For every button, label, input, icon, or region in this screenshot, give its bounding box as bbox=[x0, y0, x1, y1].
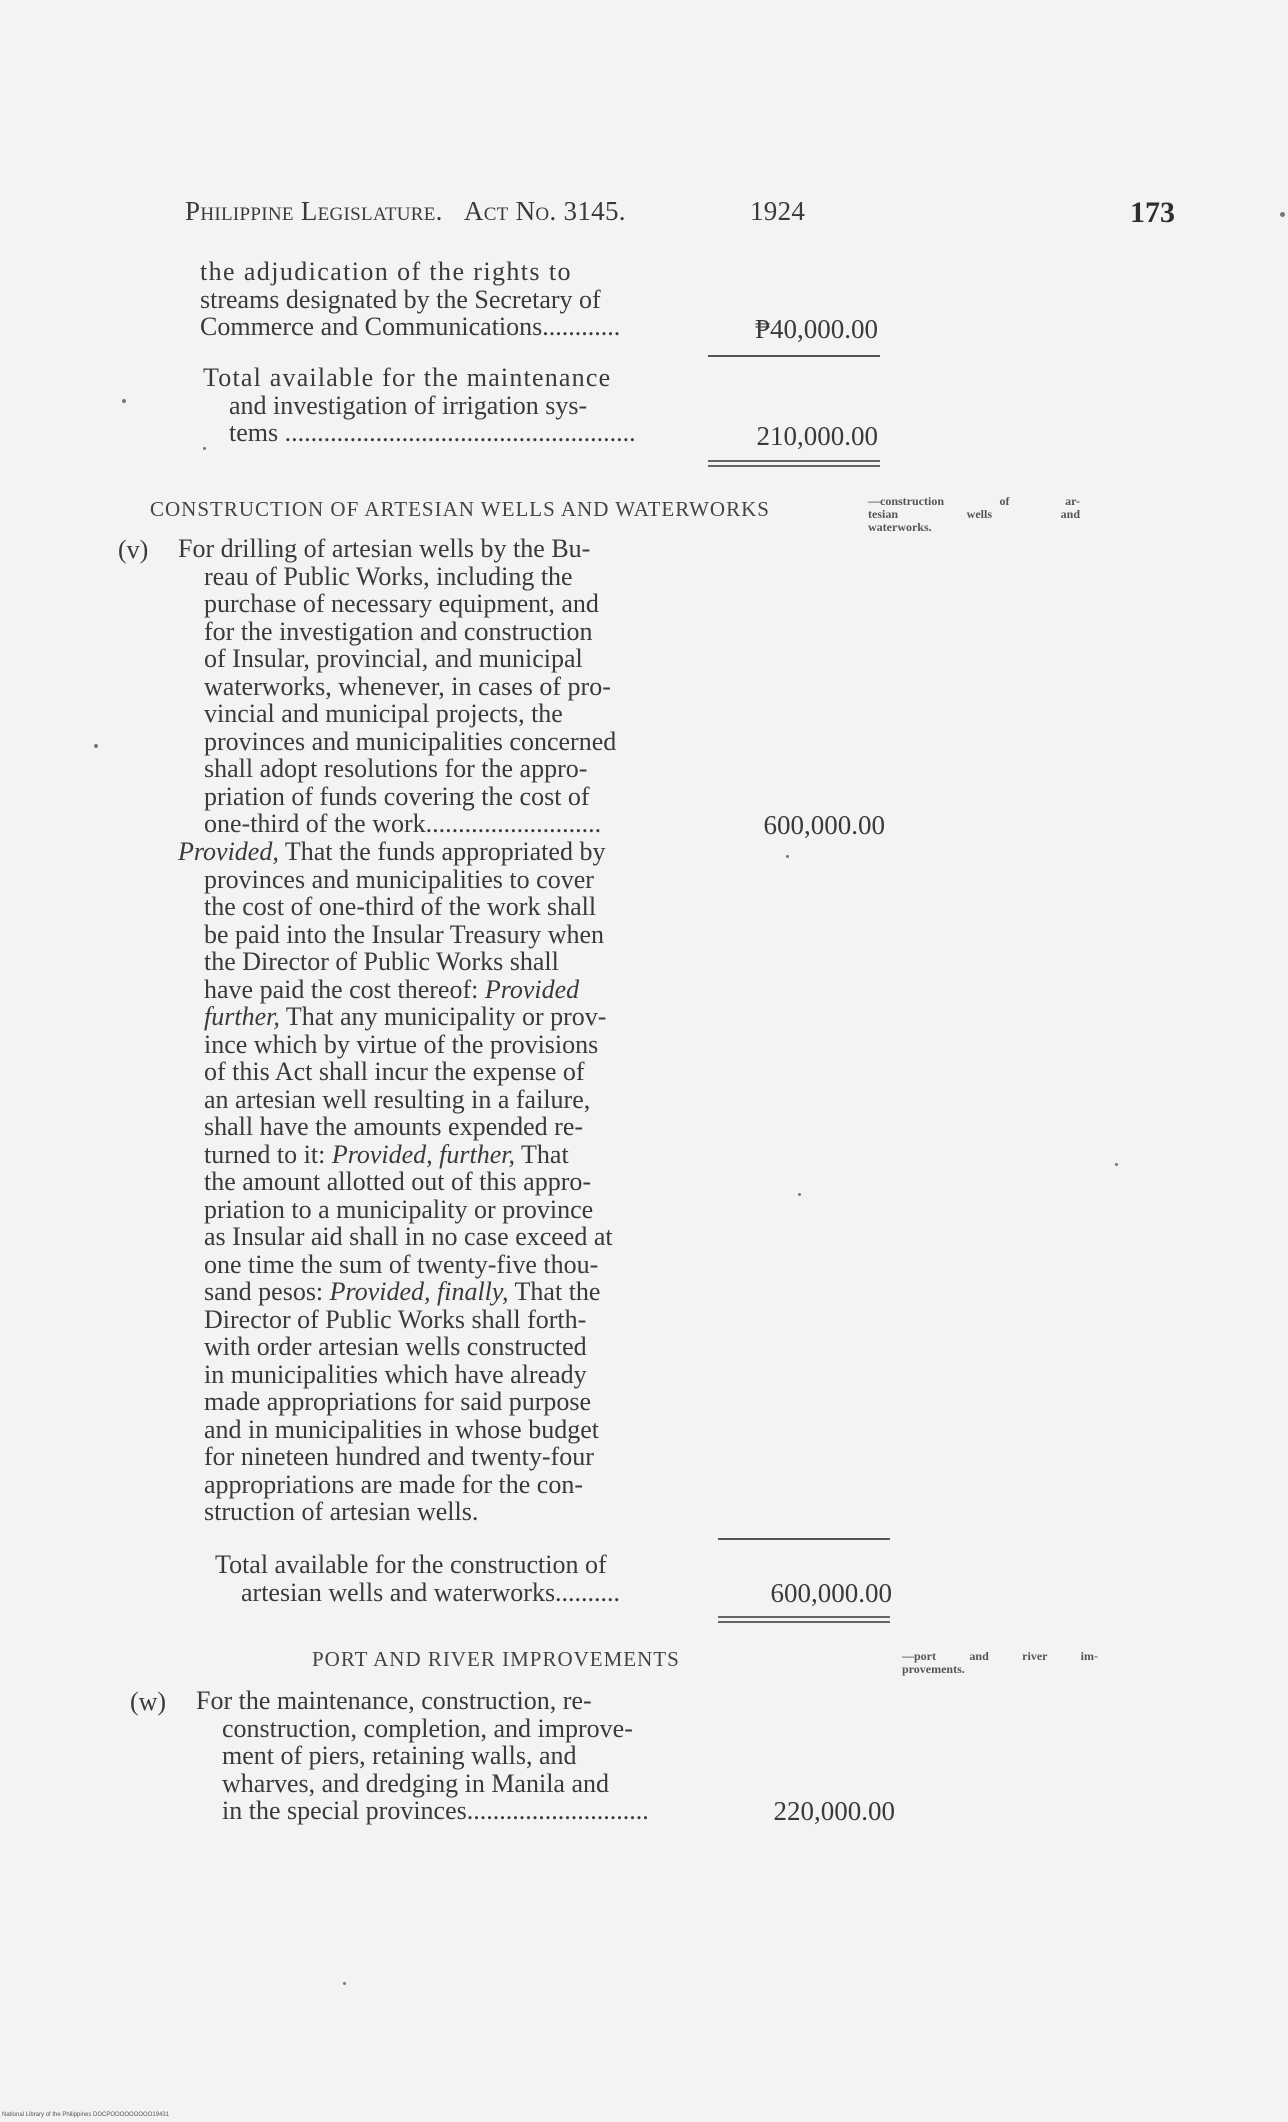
text-line bbox=[178, 1278, 723, 1306]
header-year: 1924 bbox=[750, 196, 806, 226]
text-line bbox=[178, 1416, 723, 1444]
text-run: provinces and municipalities to cover bbox=[204, 864, 594, 894]
text-line bbox=[178, 1113, 723, 1141]
italic-run: Provided, bbox=[178, 837, 279, 866]
text-line: Commerce and Communications............ bbox=[200, 312, 621, 341]
text-run: That any municipality or prov- bbox=[279, 1002, 607, 1031]
text-run: and in municipalities in whose budget bbox=[204, 1414, 599, 1444]
margin-note-line: —port and river im- bbox=[902, 1649, 1098, 1663]
italic-run: Provided, finally, bbox=[329, 1277, 509, 1306]
text-line bbox=[178, 1333, 723, 1361]
text-run: made appropriations for said purpose bbox=[204, 1387, 592, 1416]
text-line: streams designated by the Secretary of bbox=[200, 284, 601, 314]
text-line bbox=[178, 1141, 723, 1169]
text-run: the cost of one-third of the work shall bbox=[204, 892, 597, 921]
text-line bbox=[178, 1031, 723, 1059]
scan-speck bbox=[343, 1982, 346, 1985]
running-header bbox=[185, 196, 806, 227]
margin-note-line: —construction of ar- bbox=[868, 494, 1080, 508]
scan-speck bbox=[203, 447, 206, 450]
text-line: reau of Public Works, including the bbox=[204, 561, 573, 591]
text-run: That the bbox=[508, 1277, 601, 1306]
text-run: an artesian well resulting in a failure, bbox=[204, 1084, 591, 1114]
text-line bbox=[178, 1003, 723, 1031]
item-letter: (w) bbox=[130, 1687, 167, 1716]
margin-note-line: waterworks. bbox=[868, 520, 932, 534]
text-run: as Insular aid shall in no case exceed at bbox=[204, 1222, 613, 1251]
text-line bbox=[178, 838, 723, 866]
text-line: the adjudication of the rights to bbox=[200, 257, 572, 286]
text-line: provinces and municipalities concerned bbox=[204, 726, 617, 756]
text-line bbox=[178, 1223, 723, 1251]
text-run: for nineteen hundred and twenty-four bbox=[204, 1442, 594, 1471]
scan-speck bbox=[94, 744, 98, 748]
scan-speck bbox=[1115, 1163, 1118, 1166]
text-line: For drilling of artesian wells by the Bu- bbox=[178, 534, 591, 563]
header-act: Act No. 3145. bbox=[463, 196, 626, 226]
page-number: 173 bbox=[1130, 196, 1175, 229]
paragraph-adjudication bbox=[200, 258, 705, 341]
paragraph-total-artesian bbox=[215, 1551, 720, 1606]
text-line bbox=[178, 1196, 723, 1224]
text-run: have paid the cost thereof: bbox=[204, 974, 485, 1004]
text-run: of this Act shall incur the expense of bbox=[204, 1057, 585, 1086]
text-line: purchase of necessary equipment, and bbox=[204, 589, 599, 618]
text-line: in the special provinces............................ bbox=[222, 1796, 649, 1825]
text-line: waterworks, whenever, in cases of pro- bbox=[204, 671, 611, 701]
scan-speck bbox=[798, 1193, 801, 1196]
text-line bbox=[178, 948, 723, 976]
text-line: wharves, and dredging in Manila and bbox=[222, 1768, 610, 1798]
text-line: Total available for the construction of bbox=[215, 1550, 607, 1579]
text-line: artesian wells and waterworks.......... bbox=[241, 1577, 621, 1607]
text-run: one time the sum of twenty-five thou- bbox=[204, 1249, 599, 1279]
text-run: That bbox=[515, 1139, 569, 1169]
text-run: struction of artesian wells. bbox=[204, 1497, 479, 1526]
text-line: one-third of the work........................... bbox=[204, 809, 602, 838]
total-double-rule bbox=[718, 1616, 890, 1623]
text-line bbox=[178, 893, 723, 921]
text-line: shall adopt resolutions for the appro- bbox=[204, 754, 588, 783]
section-heading-artesian: CONSTRUCTION OF ARTESIAN WELLS AND WATERWORKS bbox=[150, 497, 770, 521]
italic-run: Provided, further, bbox=[331, 1139, 516, 1169]
text-line bbox=[178, 1168, 723, 1196]
scan-speck bbox=[122, 399, 126, 403]
italic-run: Provided bbox=[484, 974, 580, 1004]
text-line bbox=[178, 1443, 723, 1471]
text-run: in municipalities which have already bbox=[204, 1359, 587, 1389]
text-line bbox=[178, 1361, 723, 1389]
text-line bbox=[178, 1306, 723, 1334]
amount-total-artesian: 600,000.00 bbox=[770, 1578, 892, 1608]
text-run: be paid into the Insular Treasury when bbox=[204, 919, 605, 949]
text-run: turned to it: bbox=[204, 1139, 332, 1169]
text-run: ince which by virtue of the provisions bbox=[204, 1029, 599, 1059]
text-run: That the funds appropriated by bbox=[278, 837, 606, 866]
item-letter: (v) bbox=[118, 535, 149, 564]
text-line: construction, completion, and improve- bbox=[222, 1713, 633, 1743]
sum-rule bbox=[708, 355, 880, 357]
sum-rule bbox=[718, 1538, 890, 1540]
text-line bbox=[178, 1058, 723, 1086]
item-letter-w bbox=[130, 1687, 166, 1717]
text-line: ment of piers, retaining walls, and bbox=[222, 1741, 577, 1770]
text-line: For the maintenance, construction, re- bbox=[196, 1686, 592, 1715]
text-line: priation of funds covering the cost of bbox=[204, 781, 590, 811]
item-letter-v bbox=[118, 535, 148, 565]
scan-speck bbox=[1280, 212, 1285, 217]
amount-total-irrigation: 210,000.00 bbox=[756, 421, 878, 451]
section-heading-port: PORT AND RIVER IMPROVEMENTS bbox=[312, 1647, 680, 1671]
text-line bbox=[178, 866, 723, 894]
text-line: and investigation of irrigation sys- bbox=[229, 390, 588, 420]
text-line: tems ...................................................... bbox=[229, 418, 636, 447]
text-line: of Insular, provincial, and municipal bbox=[204, 644, 583, 673]
text-line bbox=[178, 1086, 723, 1114]
text-run: with order artesian wells constructed bbox=[204, 1332, 587, 1361]
margin-note-artesian bbox=[868, 495, 1080, 534]
text-line bbox=[178, 1388, 723, 1416]
margin-note-port bbox=[902, 1650, 1098, 1676]
margin-note-line: provements. bbox=[902, 1662, 965, 1676]
text-run: shall have the amounts expended re- bbox=[204, 1112, 584, 1141]
paragraph-total-irrigation bbox=[203, 364, 708, 447]
text-line bbox=[178, 976, 723, 1004]
italic-run: further, bbox=[204, 1002, 280, 1031]
text-line bbox=[178, 1498, 723, 1526]
text-run: the Director of Public Works shall bbox=[204, 947, 559, 976]
paragraph-item-w bbox=[196, 1687, 721, 1825]
header-legislature: Philippine Legislature. bbox=[185, 196, 443, 226]
text-run: appropriations are made for the con- bbox=[204, 1469, 584, 1499]
text-run: sand pesos: bbox=[204, 1277, 330, 1306]
amount-item-w: 220,000.00 bbox=[773, 1796, 895, 1826]
text-line: for the investigation and construction bbox=[204, 616, 593, 646]
text-run: priation to a municipality or province bbox=[204, 1194, 594, 1224]
text-run: Director of Public Works shall forth- bbox=[204, 1304, 587, 1334]
paragraph-proviso bbox=[178, 838, 723, 1526]
margin-note-line: tesian wells and bbox=[868, 507, 1080, 521]
amount-adjudication: ₱40,000.00 bbox=[754, 314, 878, 344]
text-run: the amount allotted out of this appro- bbox=[204, 1167, 592, 1196]
scan-footer: National Library of the Philippines DOCPOOOOOOOOO19431 bbox=[2, 2112, 170, 2118]
text-line: Total available for the maintenance bbox=[203, 363, 612, 392]
scan-speck bbox=[786, 855, 789, 858]
text-line bbox=[178, 1471, 723, 1499]
paragraph-item-v bbox=[178, 535, 708, 838]
text-line: vincial and municipal projects, the bbox=[204, 699, 563, 728]
total-double-rule bbox=[708, 460, 880, 467]
text-line bbox=[178, 1251, 723, 1279]
text-line bbox=[178, 921, 723, 949]
amount-item-v: 600,000.00 bbox=[763, 810, 885, 840]
